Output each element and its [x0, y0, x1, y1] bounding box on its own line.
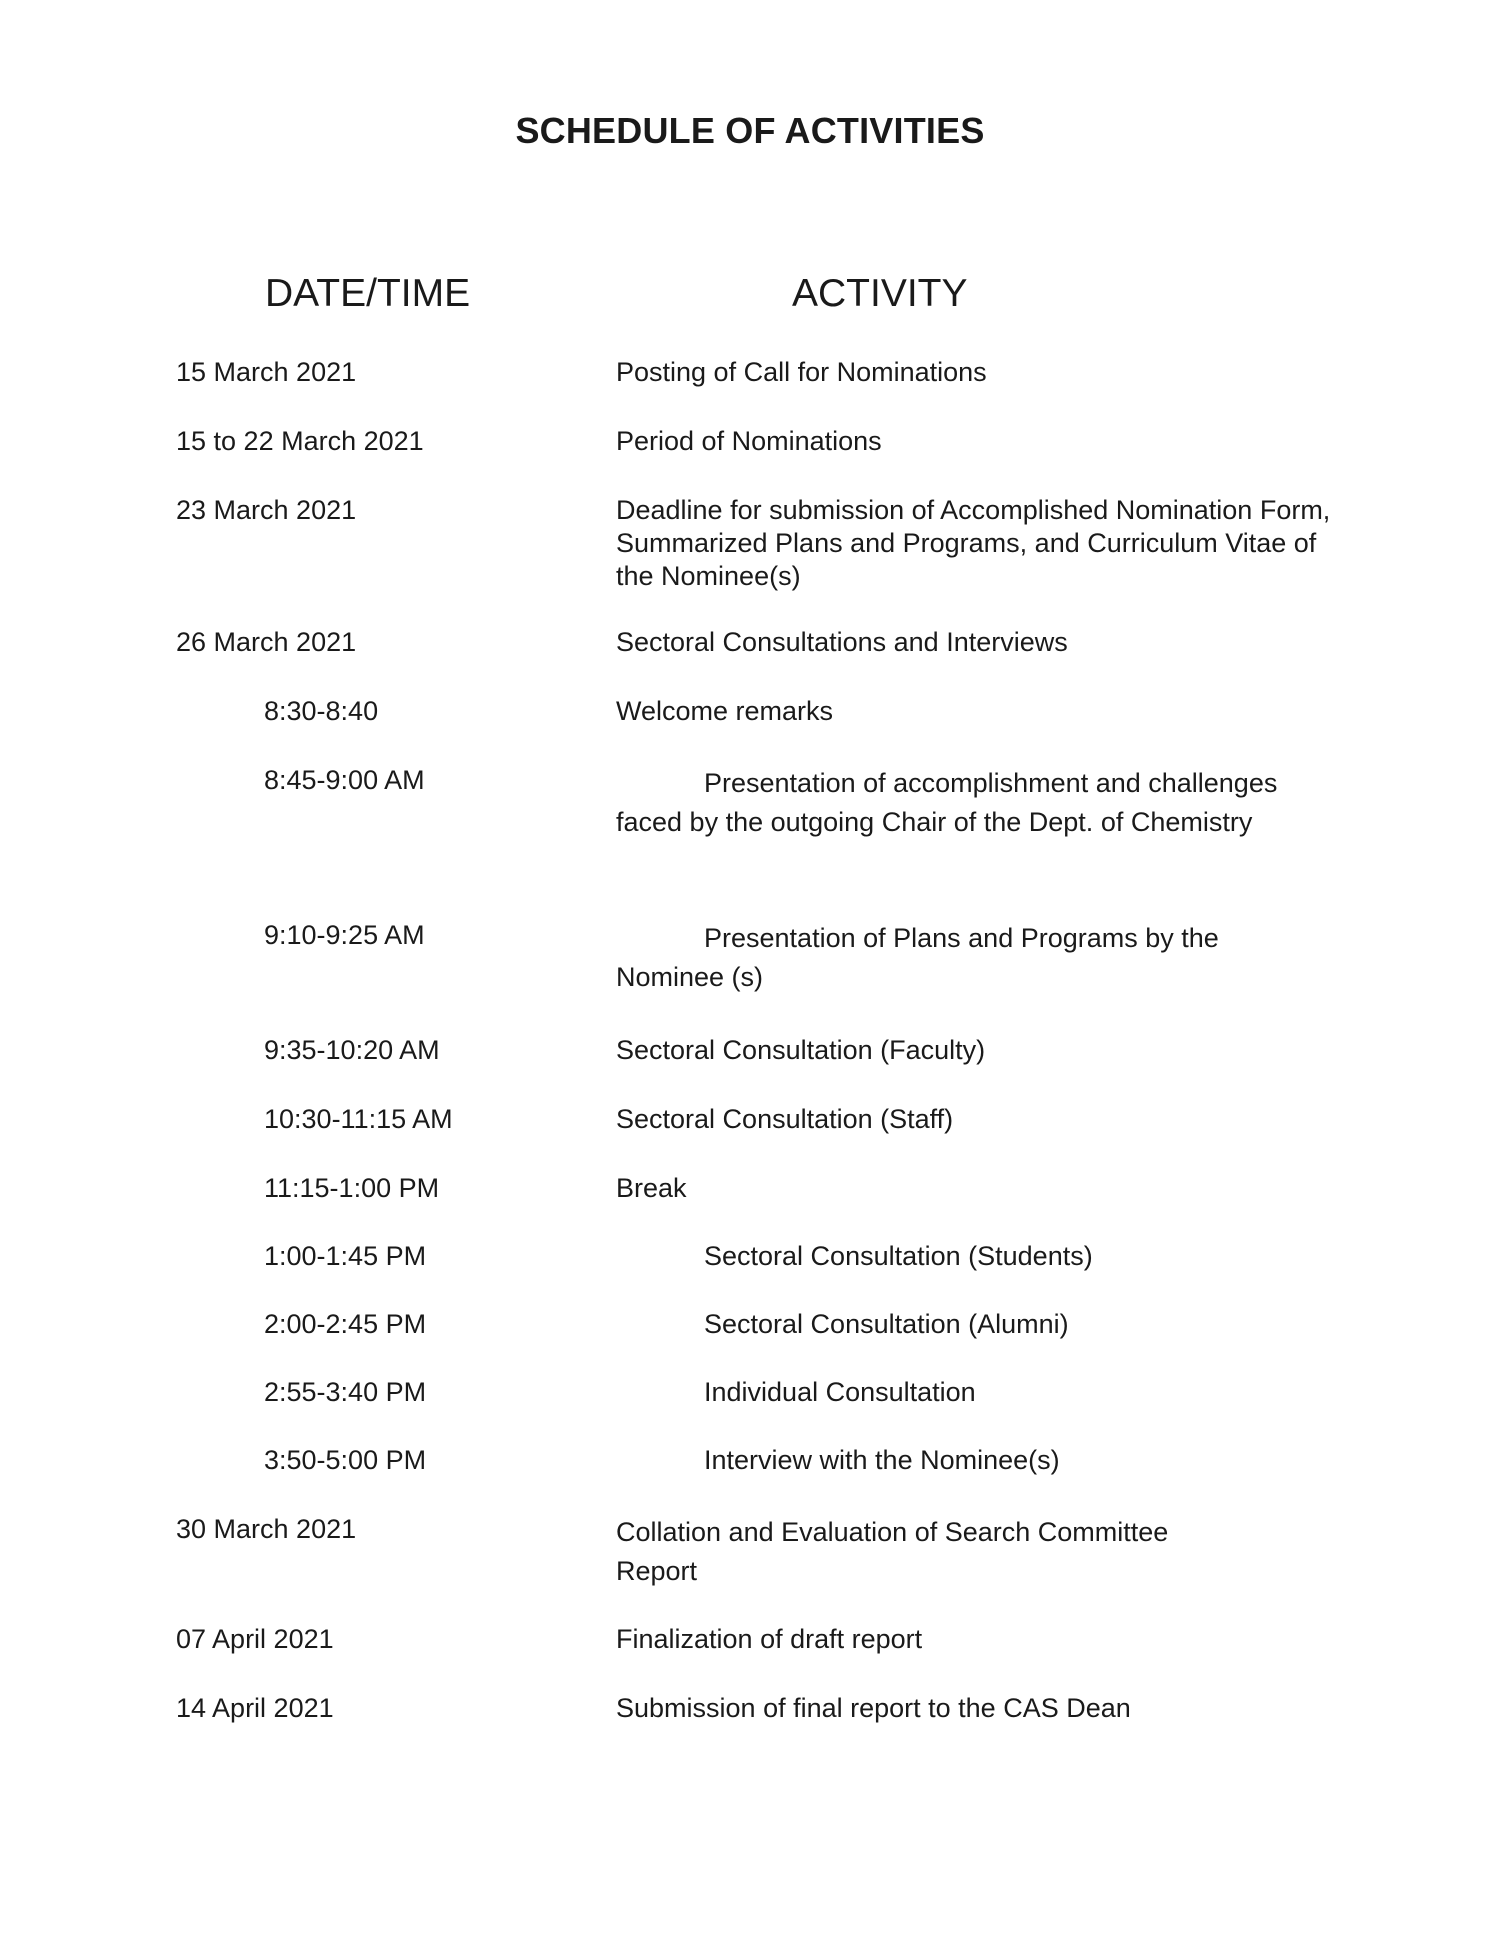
row-time: 8:30-8:40	[264, 696, 379, 726]
row-time: 3:50-5:00 PM	[264, 1445, 427, 1475]
row-activity: Collation and Evaluation of Search Committee Report	[616, 1517, 1169, 1586]
row-time: 2:00-2:45 PM	[264, 1309, 427, 1339]
column-header-activity: ACTIVITY	[792, 272, 968, 315]
row-activity: Individual Consultation	[704, 1377, 976, 1407]
row-activity: Submission of final report to the CAS Dean	[616, 1693, 1131, 1723]
row-activity: Sectoral Consultation (Staff)	[616, 1104, 954, 1134]
row-date: 14 April 2021	[176, 1693, 334, 1723]
row-time: 9:35-10:20 AM	[264, 1035, 440, 1065]
row-time: 9:10-9:25 AM	[264, 920, 425, 950]
row-activity: Sectoral Consultation (Alumni)	[704, 1309, 1069, 1339]
document-title: SCHEDULE OF ACTIVITIES	[515, 110, 985, 151]
row-activity: Finalization of draft report	[616, 1624, 923, 1654]
row-date: 15 to 22 March 2021	[176, 426, 424, 456]
row-activity: Presentation of accomplishment and challenges faced by the outgoing Chair of the Dept. of Chemistry	[616, 768, 1278, 837]
row-activity: Posting of Call for Nominations	[616, 357, 987, 387]
row-activity: Sectoral Consultations and Interviews	[616, 627, 1068, 657]
row-time: 10:30-11:15 AM	[264, 1104, 453, 1134]
row-activity: Period of Nominations	[616, 426, 882, 456]
row-activity: Welcome remarks	[616, 696, 834, 726]
row-activity: Sectoral Consultation (Faculty)	[616, 1035, 986, 1065]
row-date: 30 March 2021	[176, 1514, 357, 1544]
row-date: 15 March 2021	[176, 357, 357, 387]
row-activity: Break	[616, 1173, 687, 1203]
row-time: 1:00-1:45 PM	[264, 1241, 427, 1271]
row-date: 23 March 2021	[176, 495, 357, 525]
row-activity: Presentation of Plans and Programs by the Nominee (s)	[616, 923, 1219, 992]
row-activity: Deadline for submission of Accomplished Nomination Form, Summarized Plans and Programs, and Curriculum Vitae of the Nominee(s)	[616, 495, 1331, 591]
row-time: 11:15-1:00 PM	[264, 1173, 440, 1203]
row-date: 26 March 2021	[176, 627, 357, 657]
row-activity: Interview with the Nominee(s)	[704, 1445, 1060, 1475]
row-date: 07 April 2021	[176, 1624, 334, 1654]
row-activity: Sectoral Consultation (Students)	[704, 1241, 1093, 1271]
row-time: 8:45-9:00 AM	[264, 765, 425, 795]
column-header-date: DATE/TIME	[265, 272, 471, 315]
row-time: 2:55-3:40 PM	[264, 1377, 427, 1407]
